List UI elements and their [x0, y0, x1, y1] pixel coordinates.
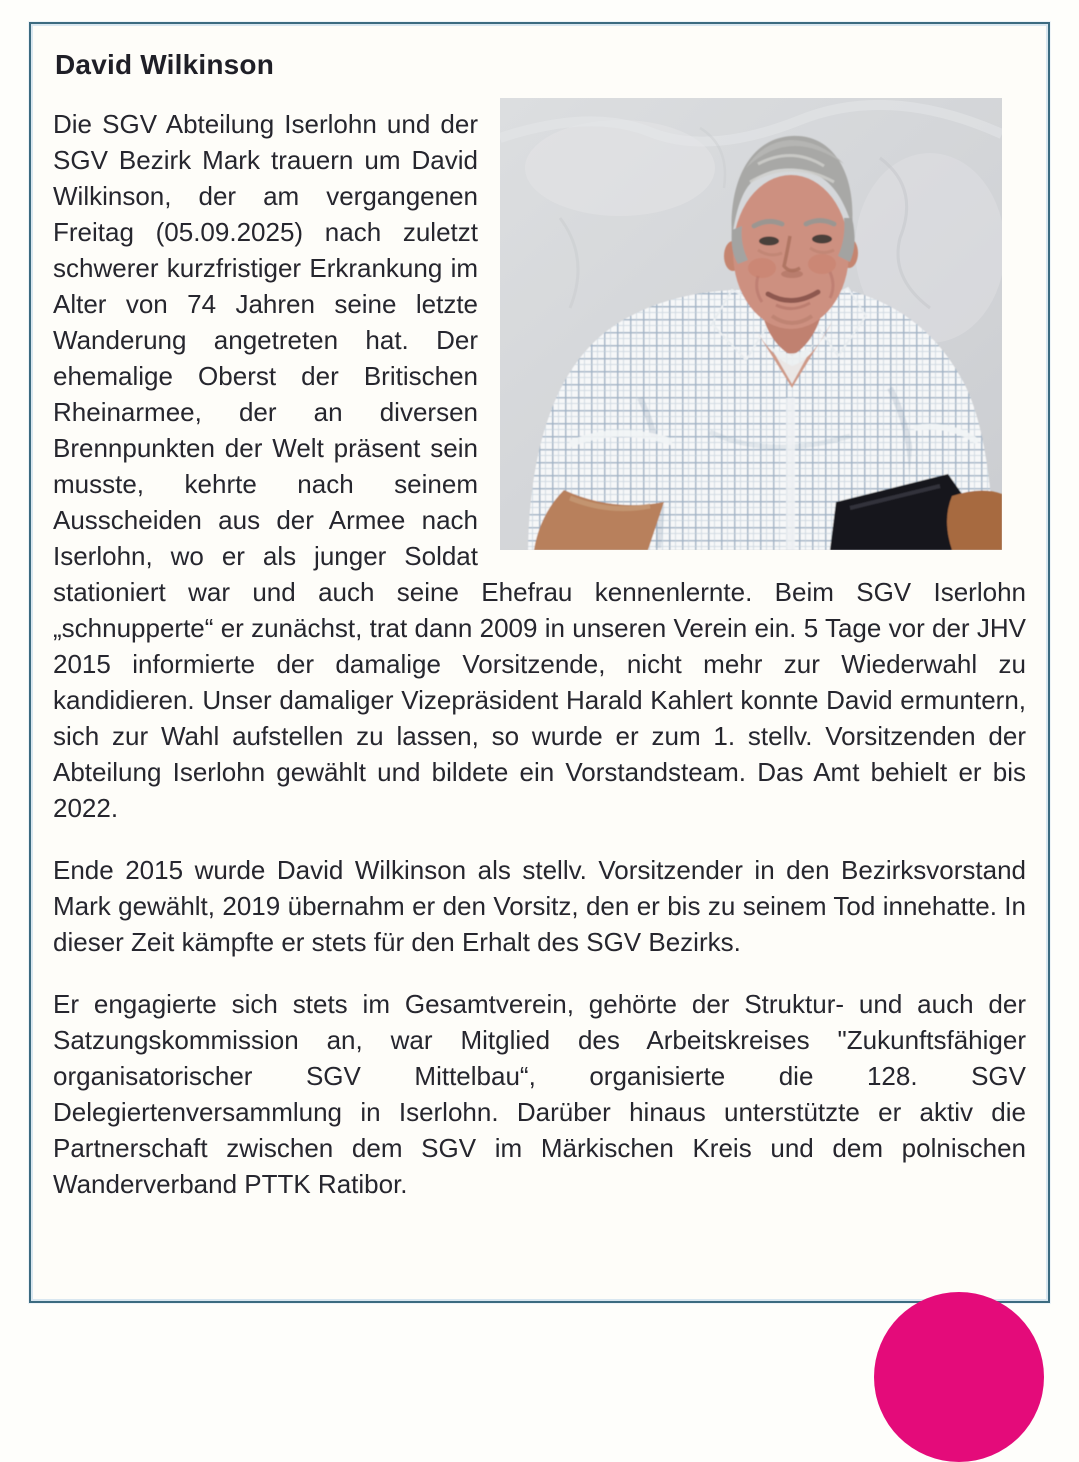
article-paragraph-1: Die SGV Abteilung Iserlohn und der SGV Bezirk Mark trauern um David Wilkinson, der am vergangenen Freitag (05.09.2025) nach zuletzt schwerer kurzfristiger Erkrankung im Alter von 74 Jahren seine letzte Wanderung angetreten hat. Der ehemalige Oberst der Britischen Rheinarmee, der an diversen Brennpunkten der Welt präsent sein musste, kehrte nach seinem Ausscheiden aus der Armee nach Iserlohn, wo er als junger Soldat stationiert war und auch seine Ehefrau kennenlernte. Beim SGV Iserlohn „schnupperte“ er zunächst, trat dann 2009 in unseren Verein ein. 5 Tage vor der JHV 2015 informierte der damalige Vorsitzende, nicht mehr zur Wiederwahl zu kandidieren. Unser damaliger Vizepräsident Harald Kahlert konnte David ermuntern, sich zur Wahl aufstellen zu lassen, so wurde er zum 1. stellv. Vorsitzenden der Abteilung Iserlohn gewählt und bildete ein Vorstandsteam. Das Amt behielt er bis 2022.: [53, 109, 1026, 823]
portrait-photo-drawing: [500, 98, 1002, 550]
article-body: [53, 106, 1026, 1202]
obituary-box: [29, 22, 1050, 1303]
article-paragraph-2: Ende 2015 wurde David Wilkinson als stellv. Vorsitzender in den Bezirksvorstand Mark gewählt, 2019 übernahm er den Vorsitz, den er bis zu seinem Tod innehatte. In dieser Zeit kämpfte er stets für den Erhalt des SGV Bezirks.: [53, 855, 1026, 957]
article-title: David Wilkinson: [55, 49, 275, 80]
article-paragraph-3: Er engagierte sich stets im Gesamtverein, gehörte der Struktur- und auch der Satzungskommission an, war Mitglied des Arbeitskreises "Zukunftsfähiger organisatorischer SGV Mittelbau“, organisierte die 128. SGV Delegiertenversammlung in Iserlohn. Darüber hinaus unterstützte er aktiv die Partnerschaft zwischen dem SGV im Märkischen Kreis und dem polnischen Wanderverband PTTK Ratibor.: [53, 989, 1026, 1199]
portrait-photo: [500, 98, 1002, 550]
pink-corner-circle: [874, 1292, 1044, 1462]
